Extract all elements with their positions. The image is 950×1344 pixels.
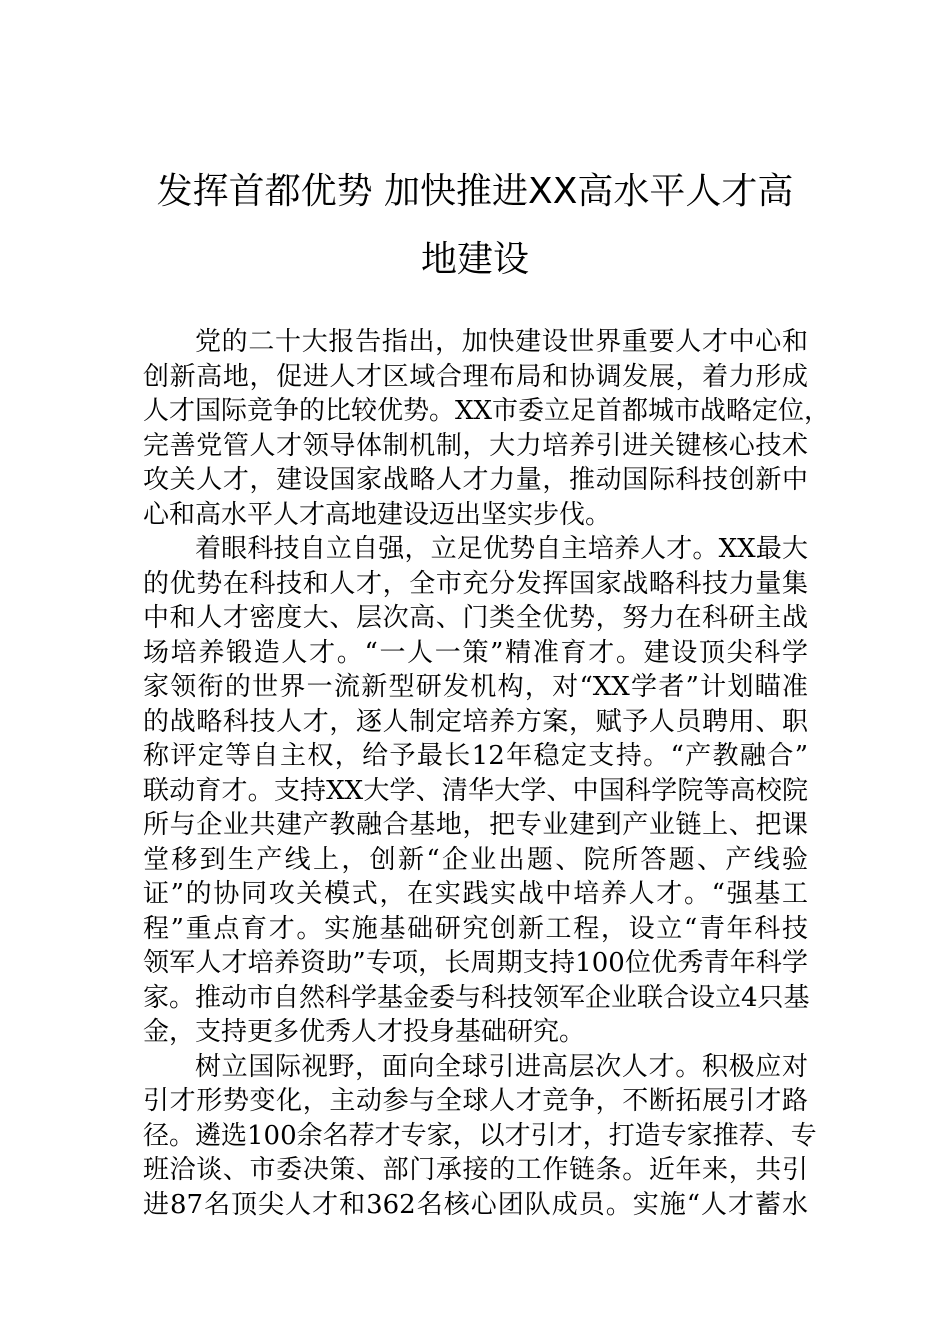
text-line: 证”的协同攻关模式，在实践实战中培养人才。“强基工 xyxy=(143,879,808,909)
document-title xyxy=(120,158,830,294)
text-line: 着眼科技自立自强，立足优势自主培养人才。XX最大 xyxy=(195,534,808,564)
text-line: 金，支持更多优秀人才投身基础研究。 xyxy=(143,1017,586,1047)
text-line: 引才形势变化，主动参与全球人才竞争，不断拓展引才路 xyxy=(143,1086,808,1116)
text-line: 领军人才培养资助”专项，长周期支持100位优秀青年科学 xyxy=(143,948,808,978)
paragraph xyxy=(143,325,831,532)
text-line: 人才国际竞争的比较优势。XX市委立足首都城市战略定位， xyxy=(143,396,831,426)
text-line: 进87名顶尖人才和362名核心团队成员。实施“人才蓄水 xyxy=(143,1189,808,1220)
paragraph xyxy=(143,532,808,1050)
text-line: 完善党管人才领导体制机制，大力培养引进关键核心技术 xyxy=(143,430,808,461)
text-line: 径。遴选100余名荐才专家，以才引才，打造专家推荐、专 xyxy=(143,1120,817,1151)
title-line: 地建设 xyxy=(420,239,529,280)
paragraph xyxy=(143,1050,817,1223)
text-line: 的优势在科技和人才，全市充分发挥国家战略科技力量集 xyxy=(143,568,808,599)
title-line: 发挥首都优势 加快推进XX高水平人才高 xyxy=(156,171,794,212)
text-line: 堂移到生产线上，创新“企业出题、院所答题、产线验 xyxy=(143,844,808,875)
text-line: 场培养锻造人才。“一人一策”精准育才。建设顶尖科学 xyxy=(143,637,808,668)
text-line: 程”重点育才。实施基础研究创新工程，设立“青年科技 xyxy=(143,913,808,944)
text-line: 所与企业共建产教融合基地，把专业建到产业链上、把课 xyxy=(143,810,808,840)
text-line: 党的二十大报告指出，加快建设世界重要人才中心和 xyxy=(195,327,808,357)
text-line: 的战略科技人才，逐人制定培养方案，赋予人员聘用、职 xyxy=(143,706,808,737)
text-line: 称评定等自主权，给予最长12年稳定支持。“产教融合” xyxy=(143,741,808,771)
text-line: 家领衔的世界一流新型研发机构，对“XX学者”计划瞄准 xyxy=(143,672,808,702)
text-line: 攻关人才，建设国家战略人才力量，推动国际科技创新中 xyxy=(143,465,808,495)
document-body xyxy=(143,325,831,1222)
text-line: 树立国际视野，面向全球引进高层次人才。积极应对 xyxy=(195,1051,808,1082)
text-line: 班洽谈、市委决策、部门承接的工作链条。近年来，共引 xyxy=(143,1155,808,1185)
text-line: 联动育才。支持XX大学、清华大学、中国科学院等高校院 xyxy=(143,775,808,806)
text-line: 中和人才密度大、层次高、门类全优势，努力在科研主战 xyxy=(143,603,808,633)
text-line: 创新高地，促进人才区域合理布局和协调发展，着力形成 xyxy=(143,361,808,392)
text-line: 心和高水平人才高地建设迈出坚实步伐。 xyxy=(143,499,612,530)
text-line: 家。推动市自然科学基金委与科技领军企业联合设立4只基 xyxy=(143,982,810,1013)
